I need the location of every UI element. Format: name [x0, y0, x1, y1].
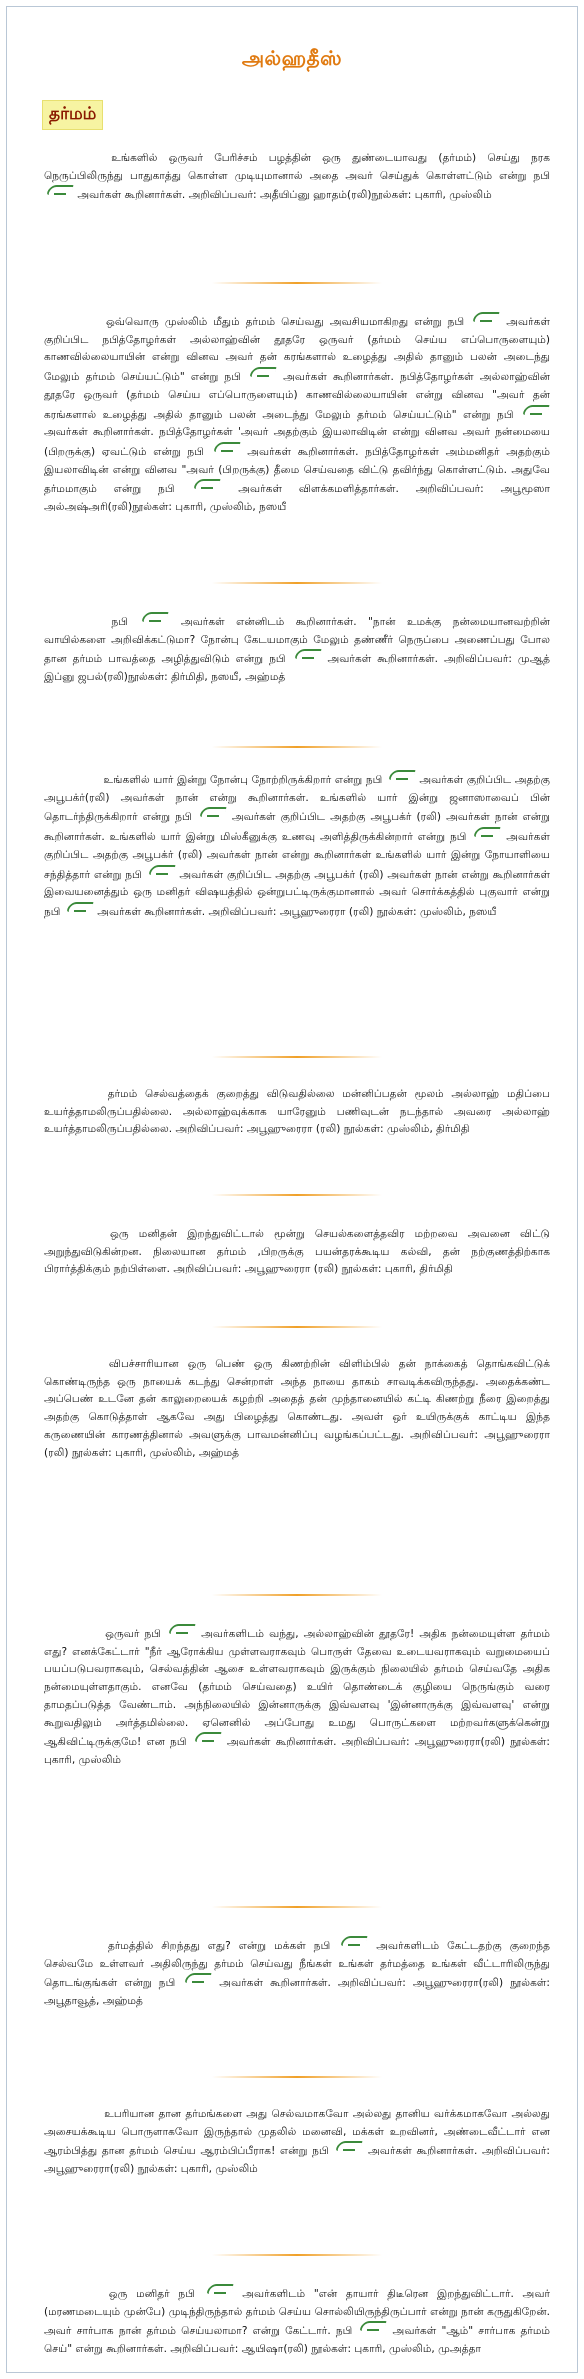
section-divider [212, 1056, 382, 1058]
salawat-calligraphy-icon [294, 649, 320, 659]
section-divider [212, 1326, 382, 1328]
hadith-text: உங்களில் ஒருவர் பேரிச்சம் பழத்தின் ஒரு துண்டையாவது (தர்மம்) செய்து நரக நெருப்பிலிருந்து பாதுகாத்து கொள்ள முடியுமானால் அதை அவர் செய்துக் கொள்ளட்டும் என்று நபி [44, 152, 550, 182]
salawat-calligraphy-icon [194, 1732, 220, 1742]
hadith-text: அவர்கள் குறிப்பிட அதற்கு அபூபக்ர் (ரலி) அவர்கள் நான் என்று கூறினார்கள். உங்களில் யார் இன்று மிஸ்கீனுக்கு உணவு அளித்திருக்கின்றார் என்று நபி [44, 811, 551, 844]
salawat-calligraphy-icon [249, 367, 275, 377]
hadith-paragraph [44, 1936, 550, 2011]
salawat-calligraphy-icon [213, 442, 239, 452]
hadith-text: அவர்கள் கூறினார்கள். அறிவிப்பவர்: அபூஹுரைரா(ரலி) நூல்கள்: புகாரி, முஸ்லிம் [44, 1736, 550, 1766]
salawat-calligraphy-icon [340, 1936, 366, 1946]
page-title: அல்ஹதீஸ் [241, 46, 343, 70]
section-divider [212, 582, 382, 584]
salawat-calligraphy-icon [184, 1973, 210, 1983]
hadith-text: நபி [100, 616, 140, 628]
salawat-calligraphy-icon [193, 479, 219, 489]
salawat-calligraphy-icon [335, 2141, 361, 2151]
section-divider [212, 2254, 382, 2256]
salawat-calligraphy-icon [46, 185, 72, 195]
hadith-text: அவர்களிடம் வந்து, அல்லாஹ்வின் தூதரே! அதிக நன்மையுள்ள தர்மம் எது? எனக்கேட்டார் "நீர் ஆரோக்கிய முள்ளவராகவும் பொருள் தேவை உடையவராகவும் வறுமையைப் பயப்படுபவராகவும், செல்வத்தின் ஆசை உள்ளவராகவும் இருக்கும் நிலையில் தர்மம் செய்வதே அதிக நன்மையுள்ளதாகும். எனவே (தர்மம் செய்வதை) உயிர் தொண்டைக் குழியை நெருங்கும் வரை தாமதப்படுத்த வேண்டாம். அந்நிலையில் இன்னாருக்கு இவ்வளவு 'இன்னாருக்கு இவ்வளவு' என்று கூறுவதிலும் அர்த்தமில்லை. ஏனெனில் அப்போது உமது பொருட்களை மற்றவர்களுக்கென்று ஆகிவிட்டிருக்குமே! என நபி [44, 1628, 551, 1749]
hadith-text: அவர்கள் கூறினார்கள். நபித்தோழர்கள் 'அவர் அதற்கும் இயலாவிடின் என்று வினவ அவர் நன்மையை (பிறருக்கு) ஏவட்டும் என்று நபி [44, 426, 550, 458]
hadith-text: அவர்கள் கூறினார்கள். அறிவிப்பவர்: அபூஹுரைரா(ரலி) நூல்கள்: அபூதாவூத், அஹ்மத் [44, 1977, 550, 2008]
hadith-text: அவர்களிடம் "என் தாயார் திடீரென இறந்துவிட்டார். அவர் (மரணமடையும் முன்பே) முடிந்திருந்தால் தர்மம் செய்ய சொல்லியிருந்திருப்பார் என்று நான் கருதுகிறேன். அவர் சார்பாக நான் தர்மம் செய்யலாமா? என்று கேட்டார். நபி [44, 2288, 550, 2338]
section-divider [212, 1194, 382, 1196]
section-divider [212, 746, 382, 748]
hadith-text: அவர்கள் விளக்கமளித்தார்கள். அறிவிப்பவர்: அபூமூஸா அல்அஷ்அரி(ரலி)நூல்கள்: புகாரி, முஸ்லிம், நஸயீ [44, 483, 550, 514]
hadith-text: அவர்களிடம் கேட்டதற்கு குறைந்த செல்வமே உள்ளவர் அதிலிருந்து தர்மம் செய்வது நீங்கள் உங்கள் தர்மத்தை உங்கள் வீட்டாரிலிருந்து தொடங்குங்கள் என்று நபி [44, 1940, 550, 1990]
hadith-text: அவர்கள் குறிப்பிட நபித்தோழர்கள் அல்லாஹ்வின் தூதரே ஒருவர் (தர்மம் செய்ய எப்பொருளையும்) காணவில்லையாயின் என்று வினவ அவர் தன் கரங்களால் உழைத்து அதில் தானும் பலன் அடைந்து மேலும் தர்மம் செய்யட்டும்" என்று நபி [44, 316, 550, 384]
hadith-text: ஒரு மனிதன் இறந்துவிட்டால் மூன்று செயல்களைத்தவிர மற்றவை அவனை விட்டு அறுந்துவிடுகின்றன. நிலையான தர்மம் ,பிறருக்கு பயன்தரக்கூடிய கல்வி, தன் நற்குணத்திற்காக பிரார்த்திக்கும் நற்பிள்ளை. அறிவிப்பவர்: அபூஹுரைரா (ரலி) நூல்கள்: புகாரி, திர்மிதி [44, 1228, 550, 1276]
salawat-calligraphy-icon [66, 902, 92, 912]
section-divider [212, 1594, 382, 1596]
hadith-paragraph [44, 1624, 550, 1770]
salawat-calligraphy-icon [472, 312, 498, 322]
hadith-text: அவர்கள் கூறினார்கள். அறிவிப்பவர்: முஆத் இப்னு ஜபல்(ரலி)நூல்கள்: திர்மிதி, நஸயீ, அஹ்மத் [44, 653, 550, 684]
salawat-calligraphy-icon [206, 2284, 232, 2294]
hadith-paragraph [44, 612, 550, 687]
hadith-paragraph [44, 770, 550, 922]
section-divider [212, 1906, 382, 1908]
section-divider [212, 2076, 382, 2078]
hadith-paragraph [44, 2284, 550, 2359]
salawat-calligraphy-icon [359, 2321, 385, 2331]
hadith-paragraph [44, 1356, 550, 1462]
hadith-text: விபச்சாரியான ஒரு பெண் ஒரு கிணற்றின் விளிம்பில் தன் நாக்கைத் தொங்கவிட்டுக் கொண்டிருந்த ஒரு நாயைக் கடந்து சென்றாள் அந்த நாயை தாகம் சாவடிக்கவிருந்தது. அதைக்கண்ட அப்பெண் உடனே தன் காலுறையைக் கழற்றி அதைத் தன் முந்தானையில் கட்டி கிணற்று நீரை இறைத்து அதற்கு கொடுத்தாள் ஆகவே அது பிழைத்து கொண்டது. அவள் ஒர் உயிருக்குக் காட்டிய இந்த கருணையின் காரணத்தினால் அவளுக்கு பாவமன்னிப்பு வழங்கப்பட்டது. அறிவிப்பவர்: அபூஹுரைரா (ரலி) நூல்கள்: புகாரி, முஸ்லிம், அஹ்மத் [44, 1358, 550, 1459]
hadith-text: அவர்கள் கூறினார்கள். அறிவிப்பவர்: அபூஹுரைரா (ரலி) நூல்கள்: முஸ்லிம், நஸயீ [93, 905, 497, 918]
hadith-paragraph [44, 150, 550, 205]
hadith-text: அவர்கள் என்னிடம் கூறினார்கள். "நான் உமக்கு நன்மையானவற்றின் வாயில்களை அறிவிக்கட்டுமா? நோன்பு கேடயமாகும் மேலும் தண்ணீர் நெருப்பை அணைப்பது போல தான தர்மம் பாவத்தை அழித்துவிடும் என்று நபி [44, 616, 550, 666]
salawat-calligraphy-icon [141, 612, 167, 622]
salawat-calligraphy-icon [148, 865, 174, 875]
section-heading: தர்மம் [42, 100, 103, 130]
hadith-text: அவர்கள் கூறினார்கள். நபித்தோழர்கள் அல்லாஹ்வின் தூதரே ஒருவர் (தர்மம் செய்ய எப்பொருளையும்) காணவில்லையாயின் என்று வினவ "அவர் தன் கரங்களால் உழைத்து அதில் தானும் பலன் அடைந்து மேலும் தர்மம் செய்யட்டும்" என்று நபி [44, 371, 550, 421]
hadith-text: அவர்கள் குறிப்பிட அதற்கு அபூபக்ர்(ரலி) அவர்கள் நான் என்று கூறினார்கள். உங்களில் யார் இன்று ஜனாஸாவைப் பின் தொடர்ந்திருக்கிறார் என்று நபி [44, 774, 550, 824]
hadith-text: அவர்கள் கூறினார்கள். அறிவிப்பவர்: அபூஹுரைரா(ரலி) நூல்கள்: புகாரி, முஸ்லிம் [44, 2145, 550, 2176]
salawat-calligraphy-icon [388, 770, 414, 780]
section-divider [212, 282, 382, 284]
hadith-text: உபரியான தான தர்மங்களை அது செல்வமாகவோ அல்லது தானிய வர்க்கமாகவோ அல்லது அசையக்கூடிய பொருளாகவோ இருந்தால் முதலில் மனைவி, மக்கள் உறவினர், அண்டைவீட்டார் என ஆரம்பித்து தான தர்மம் செய்ய ஆரம்பிப்பீராக! என்று நபி [44, 2108, 550, 2158]
hadith-text: அவர்கள் குறிப்பிட அதற்கு அபூபக்ர் (ரலி) அவர்கள் நான் என்று கூறினார்கள் உங்களில் யார் இன்று நோயாளியை சந்தித்தார் என்று நபி [44, 831, 550, 881]
salawat-calligraphy-icon [168, 1624, 194, 1634]
hadith-text: அவர்கள் "ஆம்" சார்பாக தர்மம் செய்" என்று கூறினார்கள். அறிவிப்பவர்: ஆயிஷா(ரலி) நூல்கள்: புகாரி, முஸ்லிம், முஅத்தா [44, 2325, 550, 2356]
hadith-text: அவர்கள் கூறினார்கள். அறிவிப்பவர்: அதீயிப்னு ஹாதம்(ரலி)நூல்கள்: புகாரி, முஸ்லிம் [74, 189, 492, 202]
hadith-text: உங்களில் யார் இன்று நோன்பு நோற்றிருக்கிறார் என்று நபி [100, 774, 386, 786]
salawat-calligraphy-icon [522, 405, 548, 415]
salawat-calligraphy-icon [199, 807, 225, 817]
hadith-text: தர்மத்தில் சிறந்தது எது? என்று மக்கள் நபி [100, 1940, 339, 1952]
hadith-text: ஒரு மனிதர் நபி [100, 2288, 204, 2300]
hadith-text: ஒருவர் நபி [100, 1628, 167, 1640]
hadith-text: அவர்கள் கூறினார்கள். நபித்தோழர்கள் அம்மனிதர் அதற்கும் இயலாவிடின் என்று வினவ "அவர் (பிறருக்கு) தீமை செய்வதை விட்டு தவிர்ந்து கொள்ளட்டும். அதுவே தர்மமாகும் என்று நபி [44, 445, 550, 496]
hadith-text: ஒவ்வொரு முஸ்லிம் மீதும் தர்மம் செய்வது அவசியமாகிறது என்று நபி [100, 316, 471, 328]
hadith-paragraph [44, 1086, 550, 1139]
hadith-paragraph [44, 2106, 550, 2179]
hadith-paragraph [44, 312, 550, 517]
hadith-paragraph [44, 1226, 550, 1279]
hadith-text: அவர்கள் குறிப்பிட அதற்கு அபூபக்ர் (ரலி) அவர்கள் நான் என்று கூறினார்கள் இவையனைத்தும் ஒரு மனிதர் விஷயத்தில் ஒன்றுபட்டிருக்குமானால் அவர் சொர்க்கத்தில் புகுவார் என்று நபி [44, 868, 550, 918]
salawat-calligraphy-icon [473, 827, 499, 837]
hadith-text: தர்மம் செல்வத்தைக் குறைத்து விடுவதில்லை மன்னிப்பதன் மூலம் அல்லாஹ் மதிப்பை உயர்த்தாமலிருப்பதில்லை. அல்லாஹ்வுக்காக யாரேனும் பணிவுடன் நடந்தால் அவரை அல்லாஹ் உயர்த்தாமலிருப்பதில்லை. அறிவிப்பவர்: அபூஹுரைரா (ரலி) நூல்கள்: முஸ்லிம், திர்மிதி [44, 1088, 550, 1136]
